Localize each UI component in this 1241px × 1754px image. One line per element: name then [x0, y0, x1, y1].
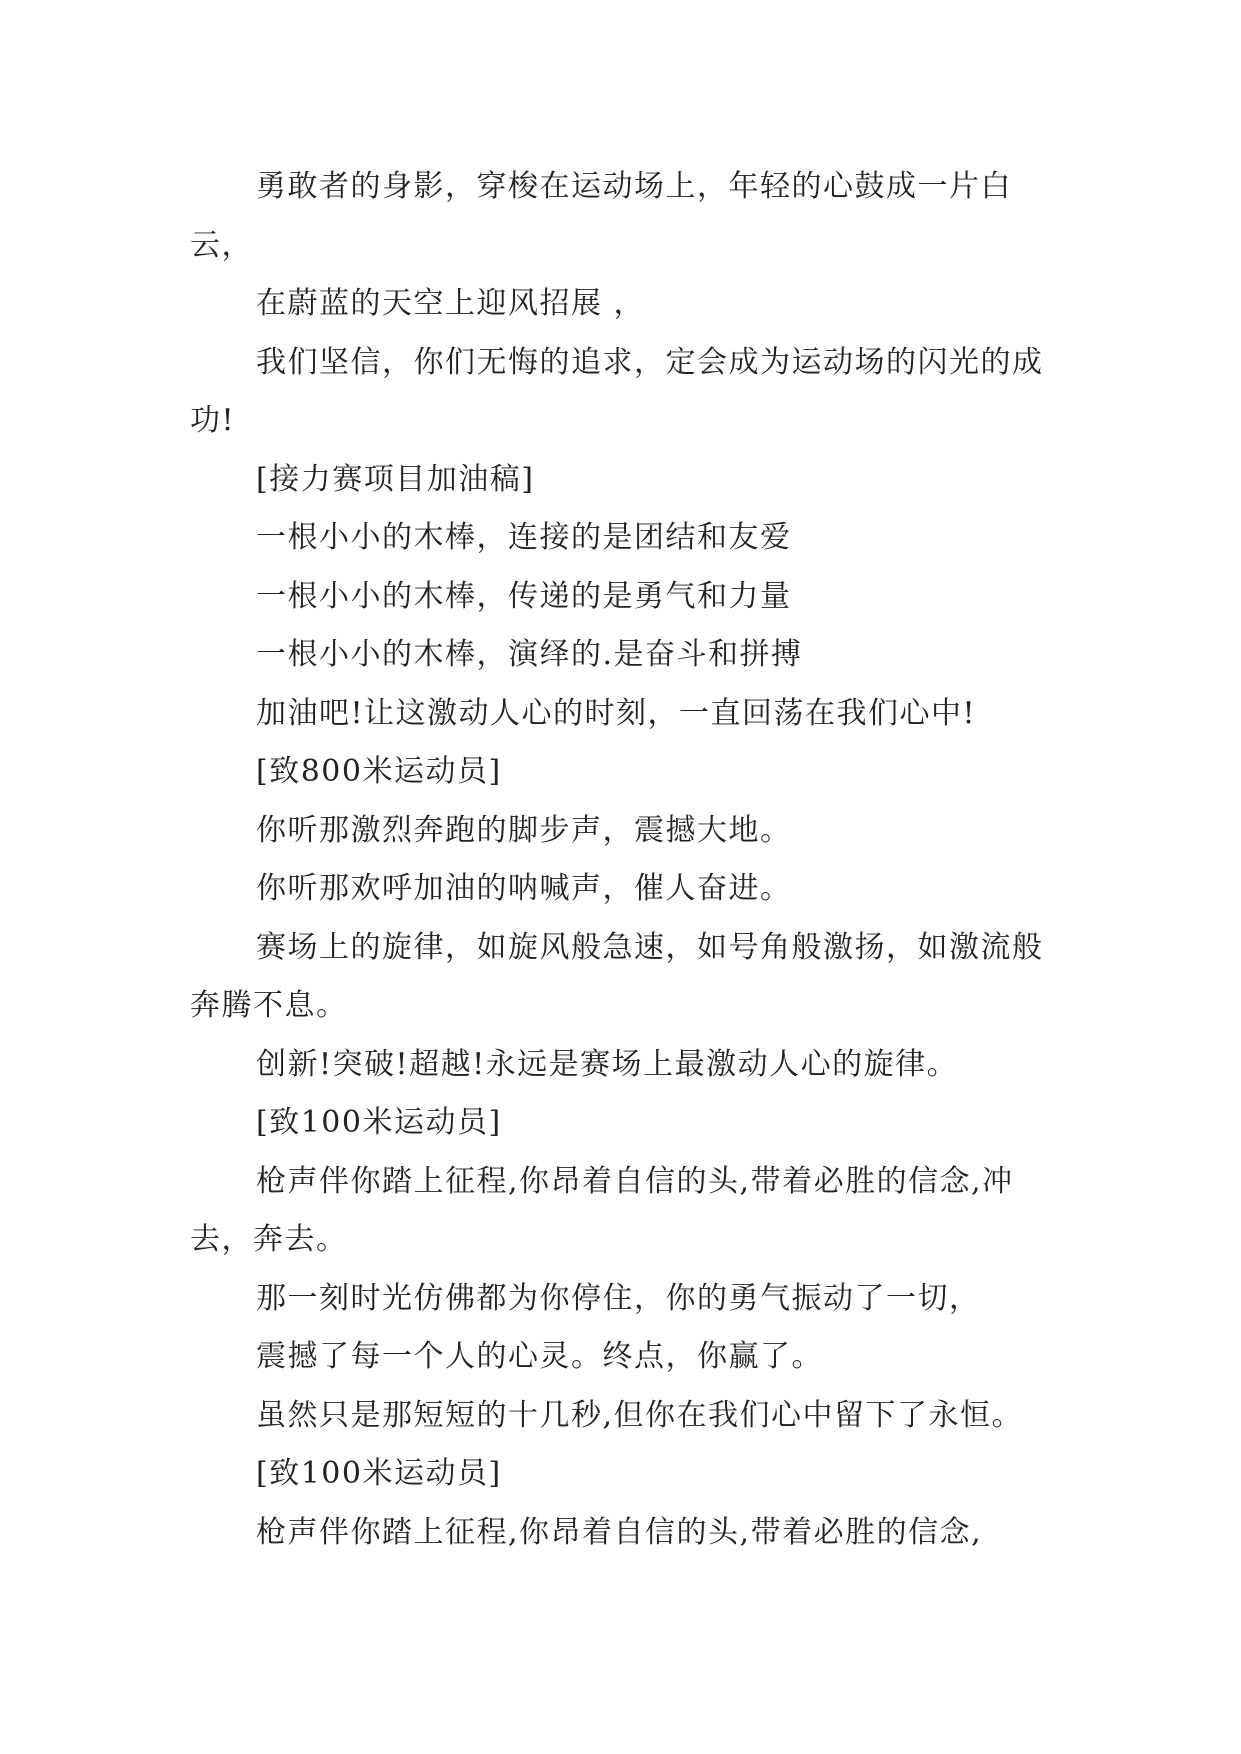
paragraph: 震撼了每一个人的心灵。终点，你赢了。: [256, 1339, 823, 1374]
section-heading: [致100米运动员]: [256, 1456, 502, 1491]
section-heading: [接力赛项目加油稿]: [256, 461, 535, 497]
paragraph: 一根小小的木棒，传递的是勇气和力量: [256, 578, 792, 614]
paragraph: 枪声伴你踏上征程,你昂着自信的头,带着必胜的信念,: [256, 1514, 983, 1550]
paragraph: 枪声伴你踏上征程,你昂着自信的头,带着必胜的信念,冲去，奔去。: [190, 1163, 1014, 1257]
section-heading: [致100米运动员]: [256, 1105, 502, 1140]
paragraph: 我们坚信，你们无悔的追求，定会成为运动场的闪光的成功!: [190, 344, 1044, 438]
paragraph: 一根小小的木棒，连接的是团结和友爱: [256, 520, 792, 555]
paragraph: 虽然只是那短短的十几秒,但你在我们心中留下了永恒。: [256, 1397, 1024, 1433]
paragraph: 创新!突破!超越!永远是赛场上最激动人心的旋律。: [256, 1046, 959, 1082]
paragraph: 加油吧!让这激动人心的时刻，一直回荡在我们心中!: [256, 695, 977, 731]
paragraph: 你听那激烈奔跑的脚步声，震撼大地。: [256, 812, 792, 848]
section-heading: [致800米运动员]: [256, 754, 502, 789]
paragraph: 赛场上的旋律，如旋风般急速，如号角般激扬，如激流般奔腾不息。: [190, 929, 1044, 1023]
paragraph: 勇敢者的身影，穿梭在运动场上，年轻的心鼓成一片白云，: [190, 169, 1012, 263]
paragraph: 你听那欢呼加油的呐喊声，催人奋进。: [256, 871, 792, 906]
paragraph: 在蔚蓝的天空上迎风招展 ，: [256, 286, 646, 321]
document-body: [190, 158, 1060, 1562]
paragraph: 一根小小的木棒，演绎的.是奋斗和拼搏: [256, 637, 803, 672]
paragraph: 那一刻时光仿佛都为你停住，你的勇气振动了一切，: [256, 1280, 981, 1316]
